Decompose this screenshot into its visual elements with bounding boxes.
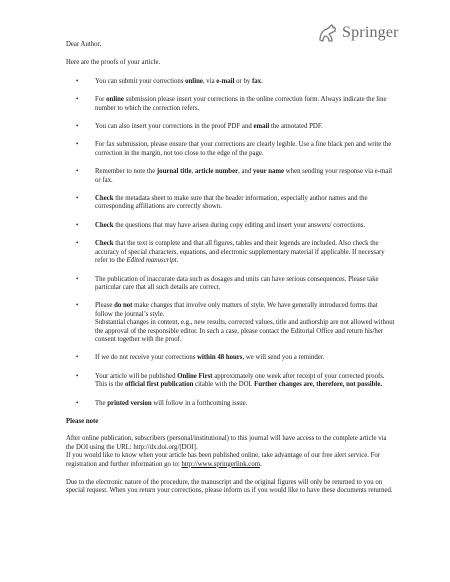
bullet-dot-icon: • bbox=[76, 302, 79, 310]
bullet-dot-icon: • bbox=[76, 195, 79, 203]
instruction-item bbox=[66, 240, 396, 265]
text-run: For bbox=[95, 96, 107, 104]
text-run: If we do not receive your corrections bbox=[95, 354, 198, 362]
text-run: submission please insert your corrections in the online correction form. Always indicate the line number to which the correction refers. bbox=[95, 96, 387, 112]
text-run: , bbox=[191, 168, 195, 176]
instruction-item bbox=[66, 373, 396, 390]
instruction-item bbox=[66, 354, 396, 362]
instruction-text bbox=[95, 123, 323, 130]
instruction-text bbox=[95, 400, 247, 407]
text-run: , via bbox=[202, 77, 217, 85]
bullet-dot-icon: • bbox=[76, 77, 79, 85]
text-run: fax bbox=[251, 77, 262, 85]
text-run: citable with the DOI. bbox=[193, 381, 255, 389]
instruction-text bbox=[95, 240, 385, 264]
text-run: . bbox=[176, 257, 179, 265]
text-run: After online publication, subscribers (personal/institutional) to this journal will have access to the complete article via the DOI using the URL: http://dx.doi.org/[DOI]. bbox=[66, 435, 387, 451]
text-run: printed version bbox=[107, 399, 152, 407]
note-heading: Please note bbox=[66, 417, 99, 425]
letter-body bbox=[66, 41, 396, 506]
text-run: The publication of inaccurate data such as dosages and units can have serious consequences. Please take particular care that all such details are correct. bbox=[95, 275, 379, 291]
text-run: online bbox=[106, 96, 124, 104]
instruction-list bbox=[66, 78, 396, 408]
text-run: article number bbox=[194, 168, 239, 176]
springerlink-link[interactable]: http://www.springerlink.com bbox=[181, 460, 261, 468]
bullet-dot-icon: • bbox=[76, 399, 79, 407]
text-run: , and bbox=[238, 168, 254, 176]
text-run: make changes that involve only matters of style. We have generally introduced forms that follow the journal’s style. bbox=[95, 302, 378, 318]
text-run: Check bbox=[95, 221, 114, 229]
text-run: within 48 hours bbox=[197, 354, 243, 362]
bullet-dot-icon: • bbox=[76, 221, 79, 229]
text-run: official first publication bbox=[125, 381, 194, 389]
text-run: the questions that may have arisen during copy editing and insert your answers/ corrections. bbox=[113, 221, 366, 229]
instruction-item bbox=[66, 195, 396, 212]
bullet-dot-icon: • bbox=[76, 141, 79, 149]
text-run: Further changes are, therefore, not possible. bbox=[254, 381, 383, 389]
text-run: e-mail bbox=[216, 77, 235, 85]
text-run: , we will send you a reminder. bbox=[242, 354, 325, 362]
text-run: Edited manuscript bbox=[126, 257, 177, 265]
instruction-text bbox=[95, 78, 263, 85]
instruction-text bbox=[95, 141, 391, 156]
text-run: You can submit your corrections bbox=[95, 77, 186, 85]
instruction-text bbox=[95, 373, 385, 388]
text-run: You can also insert your corrections in the proof PDF and bbox=[95, 123, 254, 131]
instruction-item bbox=[66, 276, 396, 293]
bullet-dot-icon: • bbox=[76, 123, 79, 131]
springer-horse-icon bbox=[317, 23, 339, 43]
text-run: when sending your response via e-mail or fax. bbox=[95, 168, 393, 184]
greeting: Dear Author, bbox=[66, 41, 102, 48]
bullet-dot-icon: • bbox=[76, 168, 79, 176]
text-run: your name bbox=[253, 168, 285, 176]
text-run: Your article will be published bbox=[95, 372, 178, 380]
text-run: . bbox=[260, 460, 262, 468]
instruction-text bbox=[95, 302, 395, 343]
instruction-item bbox=[66, 400, 396, 408]
text-run: approximately one week after receipt of your corrected proofs. This is the bbox=[95, 372, 385, 389]
text-run: Online First bbox=[177, 372, 213, 380]
instruction-item bbox=[66, 168, 396, 185]
bullet-dot-icon: • bbox=[76, 96, 79, 104]
text-run: Substantial changes in content, e.g., new results, corrected values, title and authorship are not allowed without the approval of the responsible editor. In such a case, please contact the Editorial Office and return his/her consent together with the proof. bbox=[95, 319, 395, 343]
bullet-dot-icon: • bbox=[76, 240, 79, 248]
text-run: that the text is complete and that all figures, tables and their legends are included. Also check the accuracy of special characters, equations, and electronic supplementary material if applicable. If necessary refer to the bbox=[95, 240, 385, 265]
instruction-text bbox=[95, 354, 324, 361]
instruction-text bbox=[95, 195, 368, 210]
bullet-dot-icon: • bbox=[76, 354, 79, 362]
instruction-text bbox=[95, 276, 378, 291]
text-run: the metadata sheet to make sure that the header information, especially author names and the corresponding affiliations are correctly shown. bbox=[95, 195, 368, 211]
instruction-item bbox=[66, 302, 396, 344]
bullet-dot-icon: • bbox=[76, 275, 79, 283]
instruction-item bbox=[66, 222, 396, 230]
text-run: email bbox=[253, 123, 270, 131]
text-run: . bbox=[261, 77, 263, 85]
note-paragraph-access bbox=[66, 435, 396, 469]
text-run: The bbox=[95, 399, 108, 407]
instruction-item bbox=[66, 123, 396, 131]
instruction-text bbox=[95, 168, 392, 183]
instruction-item bbox=[66, 78, 396, 86]
text-run: For fax submission, please ensure that your corrections are clearly legible. Use a fine black pen and write the correction in the margin, not too close to the edge of the page. bbox=[95, 141, 392, 157]
text-run: do not bbox=[114, 302, 133, 310]
instruction-item bbox=[66, 96, 396, 113]
text-run: the annotated PDF. bbox=[269, 123, 323, 131]
note-paragraph-return: Due to the electronic nature of the procedure, the manuscript and the original figures will only be returned to you on special request. When you return your corrections, please inform us if you would like to have these documents returned. bbox=[66, 479, 393, 495]
text-run: online bbox=[185, 77, 203, 85]
instruction-text bbox=[95, 96, 386, 111]
instruction-item bbox=[66, 141, 396, 158]
text-run: will follow in a forthcoming issue. bbox=[151, 399, 248, 407]
text-run: journal title bbox=[156, 168, 192, 176]
intro-line: Here are the proofs of your article. bbox=[66, 59, 161, 67]
bullet-dot-icon: • bbox=[76, 372, 79, 380]
text-run: Check bbox=[95, 195, 114, 203]
text-run: Check bbox=[95, 240, 114, 248]
text-run: If you would like to know when your article has been published online, take advantage of our free alert service. For registration and further information go to: bbox=[66, 452, 381, 468]
instruction-text bbox=[95, 222, 365, 229]
springer-logo-text: Springer bbox=[342, 24, 399, 41]
text-run: Remember to note the bbox=[95, 168, 157, 176]
text-run: or by bbox=[234, 77, 252, 85]
text-run: Please bbox=[95, 302, 115, 310]
